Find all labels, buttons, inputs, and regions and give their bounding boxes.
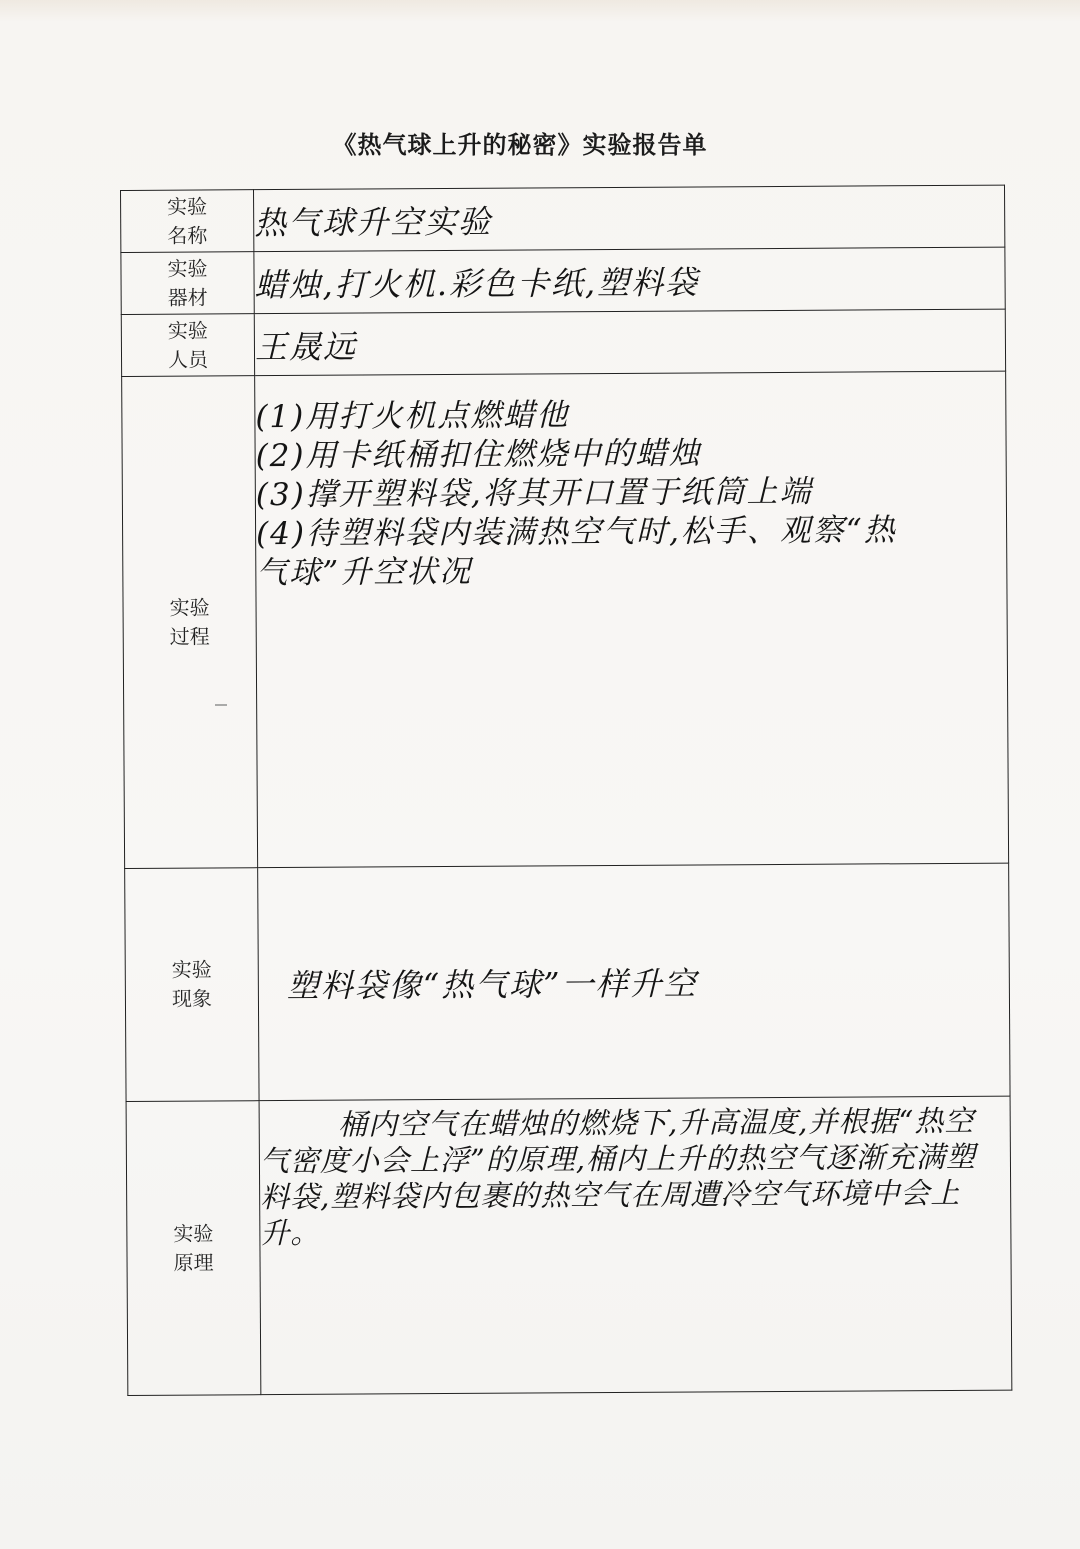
value-personnel — [254, 309, 1005, 376]
process-step-1: (1)用打火机点燃蜡他 — [255, 397, 570, 436]
value-phenomenon — [258, 863, 1010, 1101]
process-step-2: (2)用卡纸桶扣住燃烧中的蜡烛 — [255, 435, 702, 475]
handwritten-experiment-name: 热气球升空实验 — [254, 202, 493, 242]
row-experiment-name — [121, 185, 1005, 252]
handwritten-principle: 桶内空气在蜡烛的燃烧下,升高温度,并根据“热空气密度小会上浮”的原理,桶内上升的热空气逐渐充满塑料袋,塑料袋内包裹的热空气在周遭冷空气环境中会上升。 — [259, 1103, 977, 1251]
label-principle: 实验 原理 — [126, 1101, 261, 1396]
label-phenomenon: 实验 现象 — [125, 868, 259, 1102]
handwritten-phenomenon: 塑料袋像“热气球”一样升空 — [286, 964, 698, 1005]
report-table — [120, 185, 1012, 1396]
handwritten-equipment: 蜡烛,打火机.彩色卡纸,塑料袋 — [254, 262, 700, 304]
row-phenomenon — [125, 863, 1010, 1101]
value-principle — [259, 1096, 1012, 1395]
process-step-4-continued: 气球”升空状况 — [256, 553, 473, 592]
value-experiment-name — [254, 185, 1005, 252]
handwritten-personnel: 王晟远 — [254, 327, 358, 366]
process-steps — [255, 372, 1006, 594]
label-experiment-name: 实验 名称 — [121, 190, 254, 253]
label-process: 实验 过程 — [122, 376, 258, 869]
document-title: 《热气球上升的秘密》实验报告单 — [332, 130, 708, 159]
label-personnel: 实验 人员 — [121, 314, 254, 377]
row-equipment — [121, 247, 1005, 314]
process-step-3: (3)撑开塑料袋,将其开口置于纸筒上端 — [255, 473, 813, 514]
value-process — [255, 371, 1009, 868]
row-personnel — [121, 309, 1005, 376]
process-step-4: (4)待塑料袋内装满热空气时,松手、观察“热 — [255, 512, 897, 553]
value-equipment — [254, 247, 1005, 314]
row-process — [122, 371, 1009, 868]
report-table-wrapper — [120, 185, 1012, 1395]
paper-speck — [215, 704, 227, 706]
label-equipment: 实验 器材 — [121, 252, 254, 315]
row-principle — [126, 1096, 1012, 1395]
